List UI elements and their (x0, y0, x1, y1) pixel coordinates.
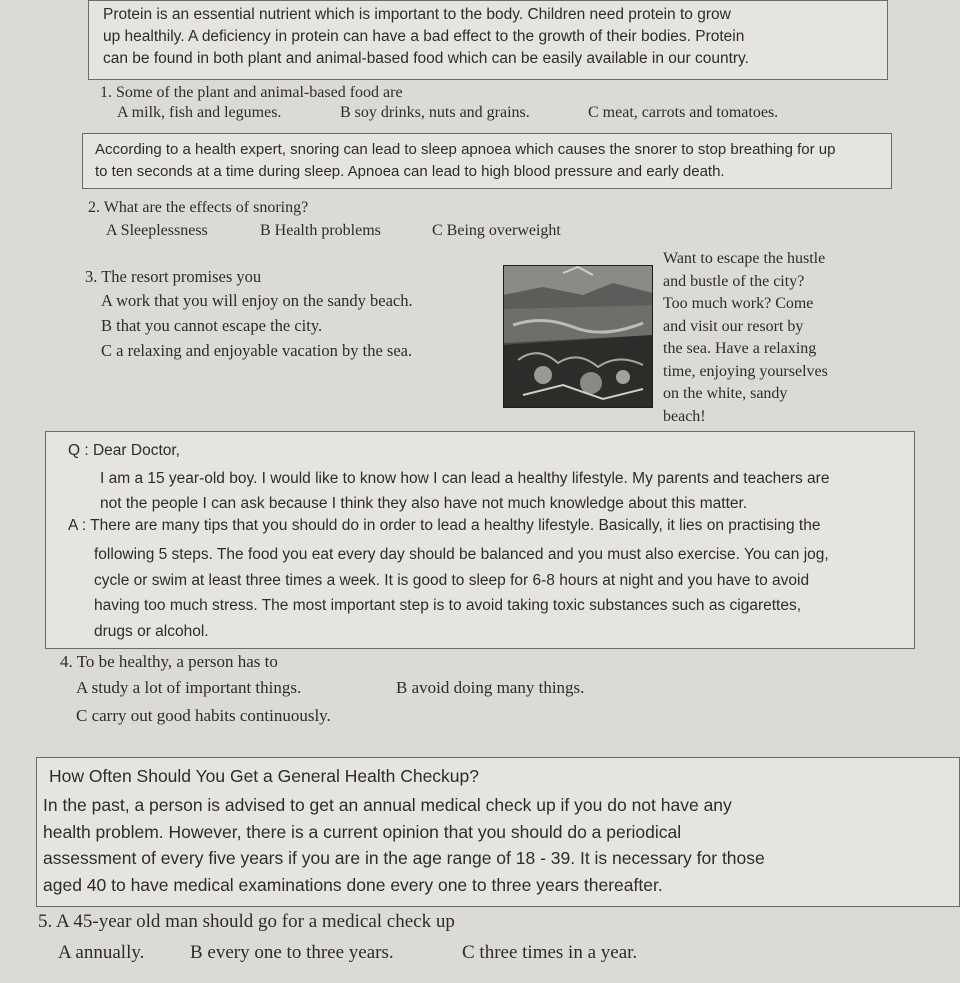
q4-option-a: A study a lot of important things. (76, 678, 302, 697)
resort-advertisement (663, 248, 828, 428)
doctor-answer-first-line: A : There are many tips that you should do in order to lead a healthy lifestyle. Basically, it lies on practising the (68, 517, 821, 534)
snoring-passage (95, 142, 891, 186)
passage-line: can be found in both plant and animal-based food which can be easily available in our country. (103, 50, 749, 67)
snoring-passage-box (82, 133, 892, 189)
question-3: 3. The resort promises you (85, 267, 262, 286)
q1-option-c: C meat, carrots and tomatoes. (588, 104, 779, 121)
answer-line: following 5 steps. The food you eat every day should be balanced and you must also exercise. You can jog, (94, 546, 829, 563)
ad-line: Want to escape the hustle (663, 250, 826, 267)
q4-option-b: B avoid doing many things. (396, 678, 585, 697)
q5-option-a: A annually. (58, 942, 145, 963)
ad-line: on the white, sandy (663, 385, 788, 402)
article-line: aged 40 to have medical examinations done every one to three years thereafter. (43, 874, 663, 895)
passage-line: to ten seconds at a time during sleep. Apnoea can lead to high blood pressure and early death. (95, 163, 725, 180)
answer-line: cycle or swim at least three times a week. It is good to sleep for 6-8 hours at night and you have to avoid (94, 571, 810, 589)
doctor-answer-body (94, 542, 829, 644)
article-line: In the past, a person is advised to get an annual medical check up if you do not have any (43, 795, 732, 815)
question-4: 4. To be healthy, a person has to (60, 652, 278, 671)
question-2: 2. What are the effects of snoring? (88, 199, 309, 216)
resort-beach-photo (503, 265, 653, 408)
article-line: assessment of every five years if you are in the age range of 18 - 39. It is necessary for those (43, 848, 765, 868)
ad-line: the sea. Have a relaxing (663, 340, 817, 357)
letter-question-body (100, 466, 829, 516)
q5-option-c: C three times in a year. (462, 942, 638, 963)
q5-option-b: B every one to three years. (190, 942, 394, 963)
protein-passage-box (88, 0, 888, 80)
q1-option-b: B soy drinks, nuts and grains. (340, 104, 530, 121)
passage-line: up healthily. A deficiency in protein can have a bad effect to the growth of their bodies. Protein (103, 28, 745, 45)
q3-option-a: A work that you will enjoy on the sandy beach. (101, 291, 413, 310)
ad-line: time, enjoying yourselves (663, 362, 828, 380)
letter-line: I am a 15 year-old boy. I would like to know how I can lead a healthy lifestyle. My parents and teachers are (100, 470, 830, 487)
article-title: How Often Should You Get a General Health Checkup? (49, 766, 479, 786)
protein-passage (103, 7, 887, 73)
q2-option-c: C Being overweight (432, 222, 561, 239)
ad-line: beach! (663, 407, 706, 425)
letter-line: not the people I can ask because I think they also have not much knowledge about this matter. (100, 495, 748, 512)
ad-line: and bustle of the city? (663, 272, 805, 290)
q1-option-a: A milk, fish and legumes. (117, 104, 282, 121)
q2-option-a: A Sleeplessness (106, 222, 208, 239)
doctor-letter-box (45, 431, 915, 649)
answer-line: having too much stress. The most important step is to avoid taking toxic substances such as cigarettes, (94, 597, 802, 614)
passage-line: Protein is an essential nutrient which is important to the body. Children need protein to grow (103, 6, 731, 23)
q4-option-c: C carry out good habits continuously. (76, 706, 331, 725)
article-line: health problem. However, there is a current opinion that you should do a periodical (43, 821, 682, 842)
q2-option-b: B Health problems (260, 222, 381, 239)
q3-option-b: B that you cannot escape the city. (101, 316, 323, 335)
question-5: 5. A 45-year old man should go for a medical check up (38, 911, 455, 932)
ad-line: and visit our resort by (663, 317, 804, 335)
passage-line: According to a health expert, snoring can lead to sleep apnoea which causes the snorer to stop breathing for up (95, 141, 836, 158)
q3-option-c: C a relaxing and enjoyable vacation by the sea. (101, 341, 413, 360)
beach-scene-illustration (503, 265, 653, 408)
answer-line: drugs or alcohol. (94, 622, 209, 640)
ad-line: Too much work? Come (663, 295, 814, 312)
question-1: 1. Some of the plant and animal-based food are (100, 84, 403, 101)
article-body (43, 792, 765, 898)
health-checkup-box (36, 757, 960, 907)
letter-question-label: Q : Dear Doctor, (68, 442, 180, 459)
